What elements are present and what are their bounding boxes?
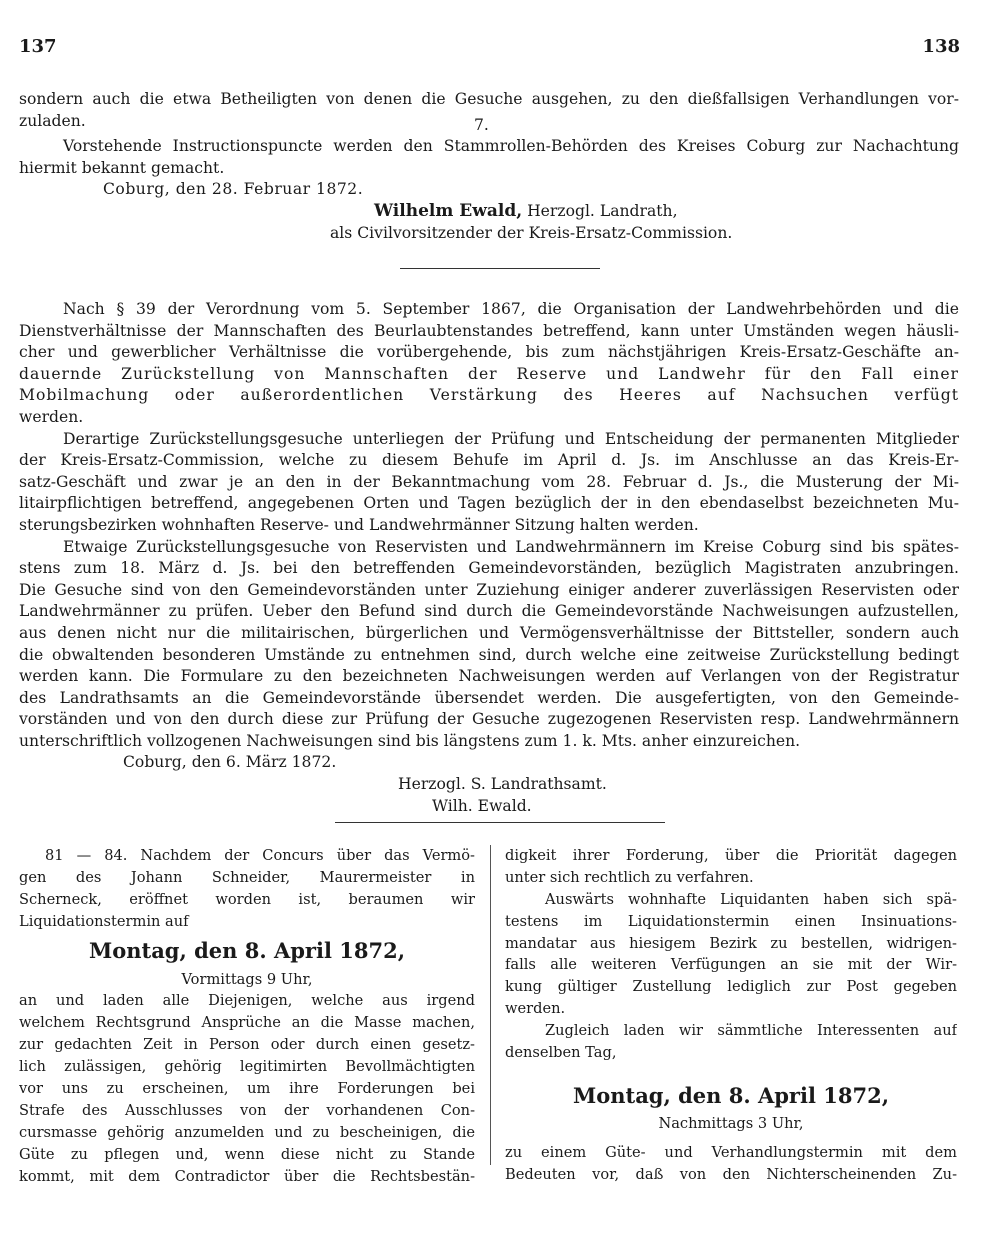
signer-role: als Civilvorsitzender der Kreis-Ersatz-Commission. bbox=[330, 223, 733, 242]
text-line: Etwaige Zurückstellungsgesuche von Reservisten und Landwehrmännern im Kreise Coburg sind bis spätes- bbox=[63, 537, 959, 556]
text-line: mandatar aus hiesigem Bezirk zu bestellen, widrigen- bbox=[505, 934, 957, 952]
text-line: Auswärts wohnhafte Liquidanten haben sich spä- bbox=[545, 890, 957, 908]
text-line: Dienstverhältnisse der Mannschaften des Beurlaubtenstandes betreffend, kann unter Umständen wegen häusli- bbox=[19, 321, 959, 340]
text-line: werden. bbox=[19, 407, 84, 426]
text-line: die obwaltenden besonderen Umstände zu entnehmen sind, durch welche eine zeitweise Zurückstellung bedingt bbox=[19, 645, 959, 664]
text-line: Derartige Zurückstellungsgesuche unterliegen der Prüfung und Entscheidung der permanenten Mitglieder bbox=[63, 429, 959, 448]
text-line: unterschriftlich vollzogenen Nachweisungen sind bis längstens zum 1. k. Mts. anher einzureichen. bbox=[19, 731, 801, 750]
text-line: welchem Rechtsgrund Ansprüche an die Masse machen, bbox=[19, 1014, 475, 1032]
text-line: kommt, mit dem Contradictor über die Rechtsbestän- bbox=[19, 1167, 475, 1185]
text-line: an und laden alle Diejenigen, welche aus irgend bbox=[19, 992, 475, 1010]
deferment-notice bbox=[19, 299, 959, 817]
signer-name: Wilhelm Ewald, bbox=[374, 200, 523, 221]
item-number: 7. bbox=[474, 115, 489, 133]
text-line: cher und gewerblicher Verhältnisse die vorübergehende, bis zum nächstjährigen Kreis-Ersatz-Geschäfte an- bbox=[19, 343, 959, 362]
text-line: vor uns zu erscheinen, um ihre Forderungen bei bbox=[19, 1080, 475, 1098]
concurs-notice-left-column bbox=[19, 845, 475, 1187]
hearing-date-morning: Montag, den 8. April 1872, bbox=[88, 937, 406, 963]
text-line: Mobilmachung oder außerordentlichen Verstärkung des Heeres auf Nachsuchen verfügt bbox=[19, 386, 959, 405]
text-line: sterungsbezirken wohnhaften Reserve- und Landwehrmänner Sitzung halten werden. bbox=[19, 515, 699, 534]
notice-signer: Wilh. Ewald. bbox=[432, 796, 532, 815]
text-line: Bedeuten vor, daß von den Nichterscheinenden Zu- bbox=[505, 1165, 957, 1183]
signature-line bbox=[19, 201, 959, 223]
text-line: Die Gesuche sind von den Gemeindevorständen unter Zuziehung einiger anderer zuverlässigen Reservisten oder bbox=[19, 580, 959, 599]
spacer bbox=[505, 1134, 957, 1142]
text-line: dauernde Zurückstellung von Mannschaften der Reserve und Landwehr für den Fall einer bbox=[19, 364, 959, 383]
concurs-notice-right-column bbox=[505, 845, 957, 1186]
text-line: hiermit bekannt gemacht. bbox=[19, 158, 225, 177]
text-line: denselben Tag, bbox=[505, 1044, 617, 1062]
text-line: unter sich rechtlich zu verfahren. bbox=[505, 868, 754, 886]
instruction-continuation bbox=[19, 89, 959, 244]
text-line: des Landrathsamts an die Gemeindevorstände übersendet werden. Die ausgefertigten, von den Gemeinde- bbox=[19, 688, 959, 707]
notice-date: Coburg, den 6. März 1872. bbox=[123, 753, 337, 772]
signer-title: Herzogl. Landrath, bbox=[522, 201, 678, 220]
text-line: cursmasse gehörig anzumelden und zu bescheinigen, die bbox=[19, 1123, 475, 1141]
text-line: Güte zu pflegen und, wenn diese nicht zu Stande bbox=[19, 1145, 475, 1163]
date-line: Coburg, den 28. Februar 1872. bbox=[103, 180, 364, 199]
section-divider bbox=[335, 822, 665, 823]
text-fragment: zuladen. bbox=[19, 111, 86, 130]
text-line: Vorstehende Instructionspuncte werden den Stammrollen-Behörden des Kreises Coburg zur Nachachtung bbox=[63, 137, 959, 156]
text-line: zur gedachten Zeit in Person oder durch einen gesetz- bbox=[19, 1036, 475, 1054]
text-line: der Kreis-Ersatz-Commission, welche zu diesem Behufe im April d. Js. im Anschlusse an das Kreis-Er- bbox=[19, 451, 959, 470]
text-line: Scherneck, eröffnet worden ist, beraumen wir bbox=[19, 890, 475, 908]
text-fragment: gen des Johann Schneider, Maurermeister in bbox=[19, 868, 475, 886]
text-line: stens zum 18. März d. Js. bei den betreffenden Gemeindevorständen, bezüglich Magistraten anzubringen. bbox=[19, 559, 959, 578]
hearing-time: Nachmittags 3 Uhr, bbox=[658, 1114, 804, 1132]
text-line: Liquidationstermin auf bbox=[19, 912, 189, 930]
section-divider bbox=[400, 268, 600, 269]
text-line: lich zulässigen, gehörig legitimirten Bevollmächtigten bbox=[19, 1058, 475, 1076]
text-line: aus denen nicht nur die militairischen, bürgerlichen und Vermögensverhältnisse der Bittsteller, sondern auch bbox=[19, 623, 959, 642]
text-line: digkeit ihrer Forderung, über die Priorität dagegen bbox=[505, 847, 957, 864]
notice-office: Herzogl. S. Landrathsamt. bbox=[398, 775, 607, 794]
text-line: Zugleich laden wir sämmtliche Interessenten auf bbox=[545, 1022, 957, 1040]
text-line: kung gültiger Zustellung lediglich zur Post gegeben bbox=[505, 978, 957, 996]
text-line: falls alle weiteren Verfügungen an sie mit der Wir- bbox=[505, 956, 957, 974]
page-number-left: 137 bbox=[19, 36, 57, 57]
text-line: werden kann. Die Formulare zu den bezeichneten Nachweisungen werden auf Verlangen von der Registratur bbox=[19, 667, 959, 686]
text-line: vorständen und von den durch diese zur Prüfung der Gesuche zugezogenen Reservisten resp. Landwehrmännern bbox=[19, 710, 959, 729]
text-line: zu einem Güte- und Verhandlungstermin mit dem bbox=[505, 1143, 957, 1161]
text-line: werden. bbox=[505, 1000, 566, 1018]
hearing-date-afternoon: Montag, den 8. April 1872, bbox=[572, 1082, 890, 1108]
text-line: Strafe des Ausschlusses von der vorhandenen Con- bbox=[19, 1101, 475, 1119]
column-divider bbox=[490, 845, 491, 1165]
text-line: satz-Geschäft und zwar je an den in der Bekanntmachung vom 28. Februar d. Js., die Musterung der Mi- bbox=[19, 472, 959, 491]
text-line bbox=[19, 867, 475, 889]
text-line: Nach § 39 der Verordnung vom 5. September 1867, die Organisation der Landwehrbehörden und die bbox=[63, 300, 959, 318]
text-line: litairpflichtigen betreffend, angegebenen Orten und Tagen bezüglich der in den ebendaselbst bezeichneten Mu- bbox=[19, 494, 959, 513]
page-number-right: 138 bbox=[922, 36, 960, 57]
spacer bbox=[505, 1064, 957, 1078]
text-line: 81 — 84. Nachdem der Concurs über das Vermö- bbox=[45, 847, 475, 864]
text-line: sondern auch die etwa Betheiligten von denen die Gesuche ausgehen, zu den dießfallsigen Verhandlungen vor- bbox=[19, 90, 959, 108]
text-line bbox=[19, 111, 959, 133]
text-line: testens im Liquidationstermin einen Insinuations- bbox=[505, 912, 957, 930]
hearing-time: Vormittags 9 Uhr, bbox=[181, 970, 313, 988]
text-line: Landwehrmänner zu prüfen. Ueber den Befund sind durch die Gemeindevorstände Nachweisungen aufzustellen, bbox=[19, 602, 959, 621]
